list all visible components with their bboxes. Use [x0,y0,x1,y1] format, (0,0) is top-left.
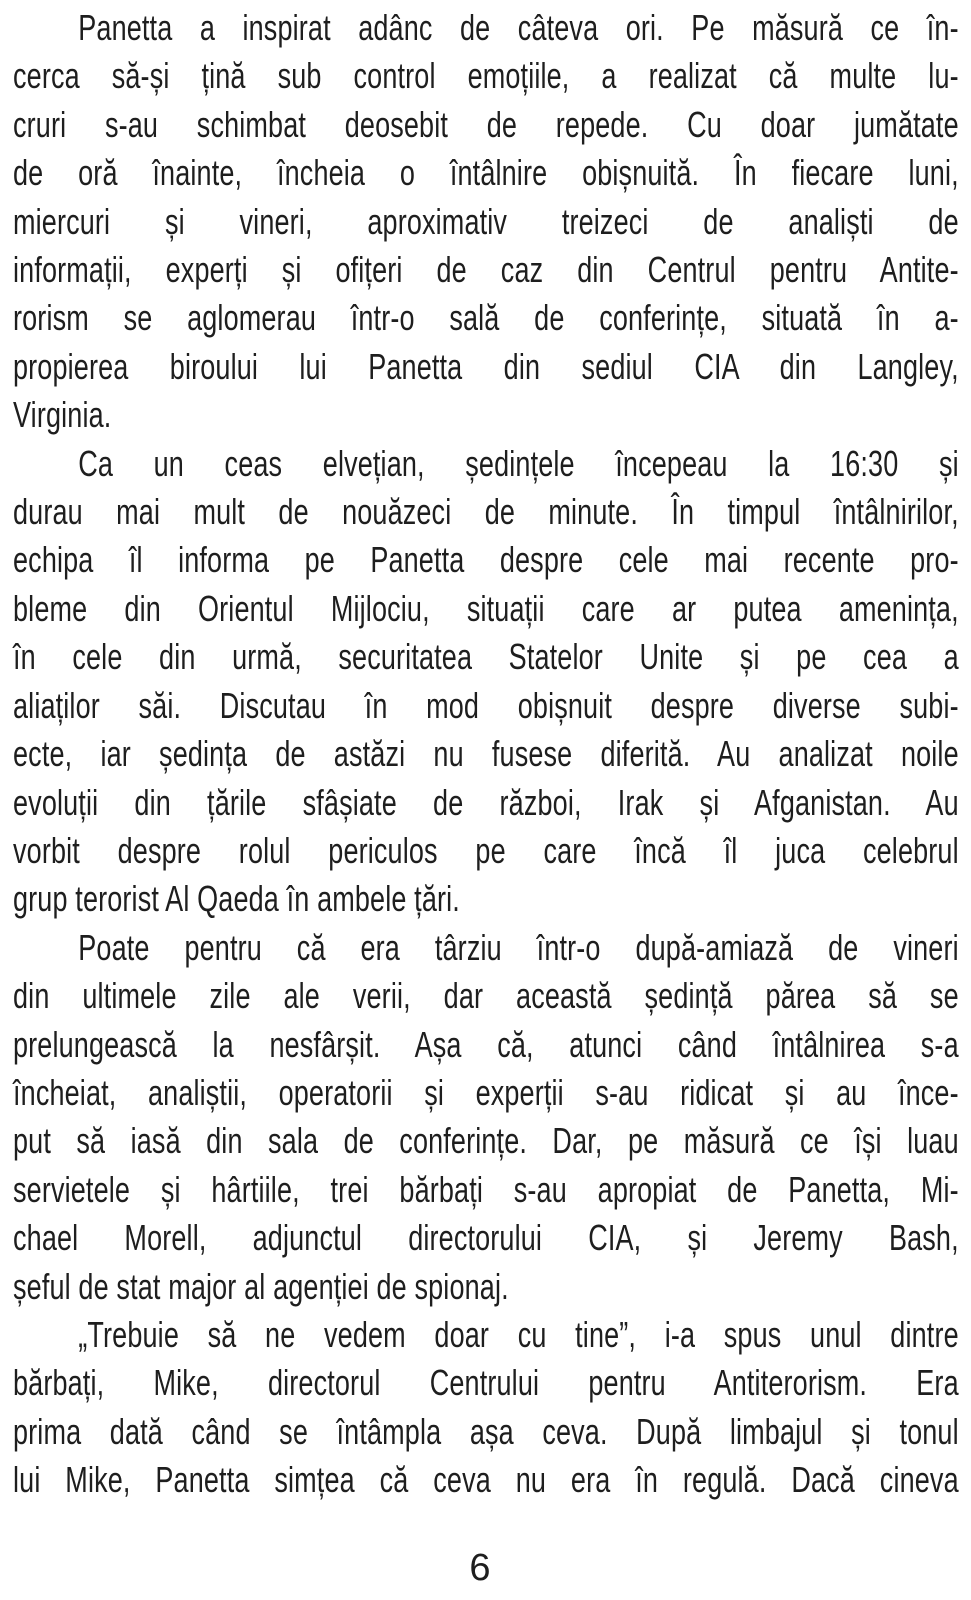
paragraph [13,1311,959,1505]
text-line: bărbați, Mike, directorul Centrului pentru Antiterorism. Era [13,1362,959,1404]
text-line: evoluții din țările sfâșiate de război, Irak și Afganistan. Au [13,781,959,823]
text-line: Poate pentru că era târziu într-o după-amiază de vineri [78,926,959,968]
text-line: prelungească la nesfârșit. Așa că, atunci când întâlnirea s-a [13,1023,959,1065]
text-line: put să iasă din sala de conferințe. Dar, pe măsură ce își luau [13,1120,959,1162]
text-line: miercuri și vineri, aproximativ treizeci de analiști de [13,200,959,242]
text-line: din ultimele zile ale verii, dar această ședință părea să se [13,975,959,1017]
text-line: ecte, iar ședința de astăzi nu fusese diferită. Au analizat noile [13,733,959,775]
text-line: echipa îl informa pe Panetta despre cele mai recente pro- [13,539,959,581]
text-line: propierea biroului lui Panetta din sediul CIA din Langley, [13,345,959,387]
text-line: Virginia. [13,394,112,436]
page-number: 6 [469,1547,491,1589]
text-line: aliaților săi. Discutau în mod obișnuit despre diverse subi- [13,684,959,726]
text-line: rorism se aglomerau într-o sală de conferințe, situată în a- [13,297,959,339]
text-line: chael Morell, adjunctul directorului CIA, și Jeremy Bash, [13,1217,959,1259]
text-line: grup terorist Al Qaeda în ambele țări. [13,878,460,920]
text-line: cerca să-și țină sub control emoțiile, a realizat că multe lu- [13,55,959,97]
text-line: bleme din Orientul Mijlociu, situații care ar putea amenința, [13,587,959,629]
text-line: în cele din urmă, securitatea Statelor Unite și pe cea a [13,636,959,678]
text-line: șeful de stat major al agenției de spionaj. [13,1265,509,1307]
text-line: vorbit despre rolul periculos pe care încă îl juca celebrul [13,829,959,871]
text-line: informații, experți și ofițeri de caz din Centrul pentru Antite- [13,249,959,291]
text-line: cruri s-au schimbat deosebit de repede. Cu doar jumătate [13,103,959,145]
paragraph [13,440,959,924]
text-line: durau mai mult de nouăzeci de minute. În timpul întâlnirilor, [13,491,959,533]
text-line: lui Mike, Panetta simțea că ceva nu era în regulă. Dacă cineva [13,1459,959,1501]
text-block [13,4,959,1505]
text-line: încheiat, analiștii, operatorii și experții s-au ridicat și au înce- [13,1071,959,1113]
text-line: Ca un ceas elvețian, ședințele începeau la 16:30 și [78,442,959,484]
text-line: servietele și hârtiile, trei bărbați s-au apropiat de Panetta, Mi- [13,1168,959,1210]
text-line: „Trebuie să ne vedem doar cu tine”, i-a spus unul dintre [78,1313,959,1355]
text-line: Panetta a inspirat adânc de câteva ori. Pe măsură ce în- [78,7,959,48]
paragraph [13,4,959,440]
text-line: de oră înainte, încheia o întâlnire obișnuită. În fiecare luni, [13,152,959,194]
text-line: prima dată când se întâmpla așa ceva. După limbajul și tonul [13,1410,959,1452]
paragraph [13,924,959,1311]
